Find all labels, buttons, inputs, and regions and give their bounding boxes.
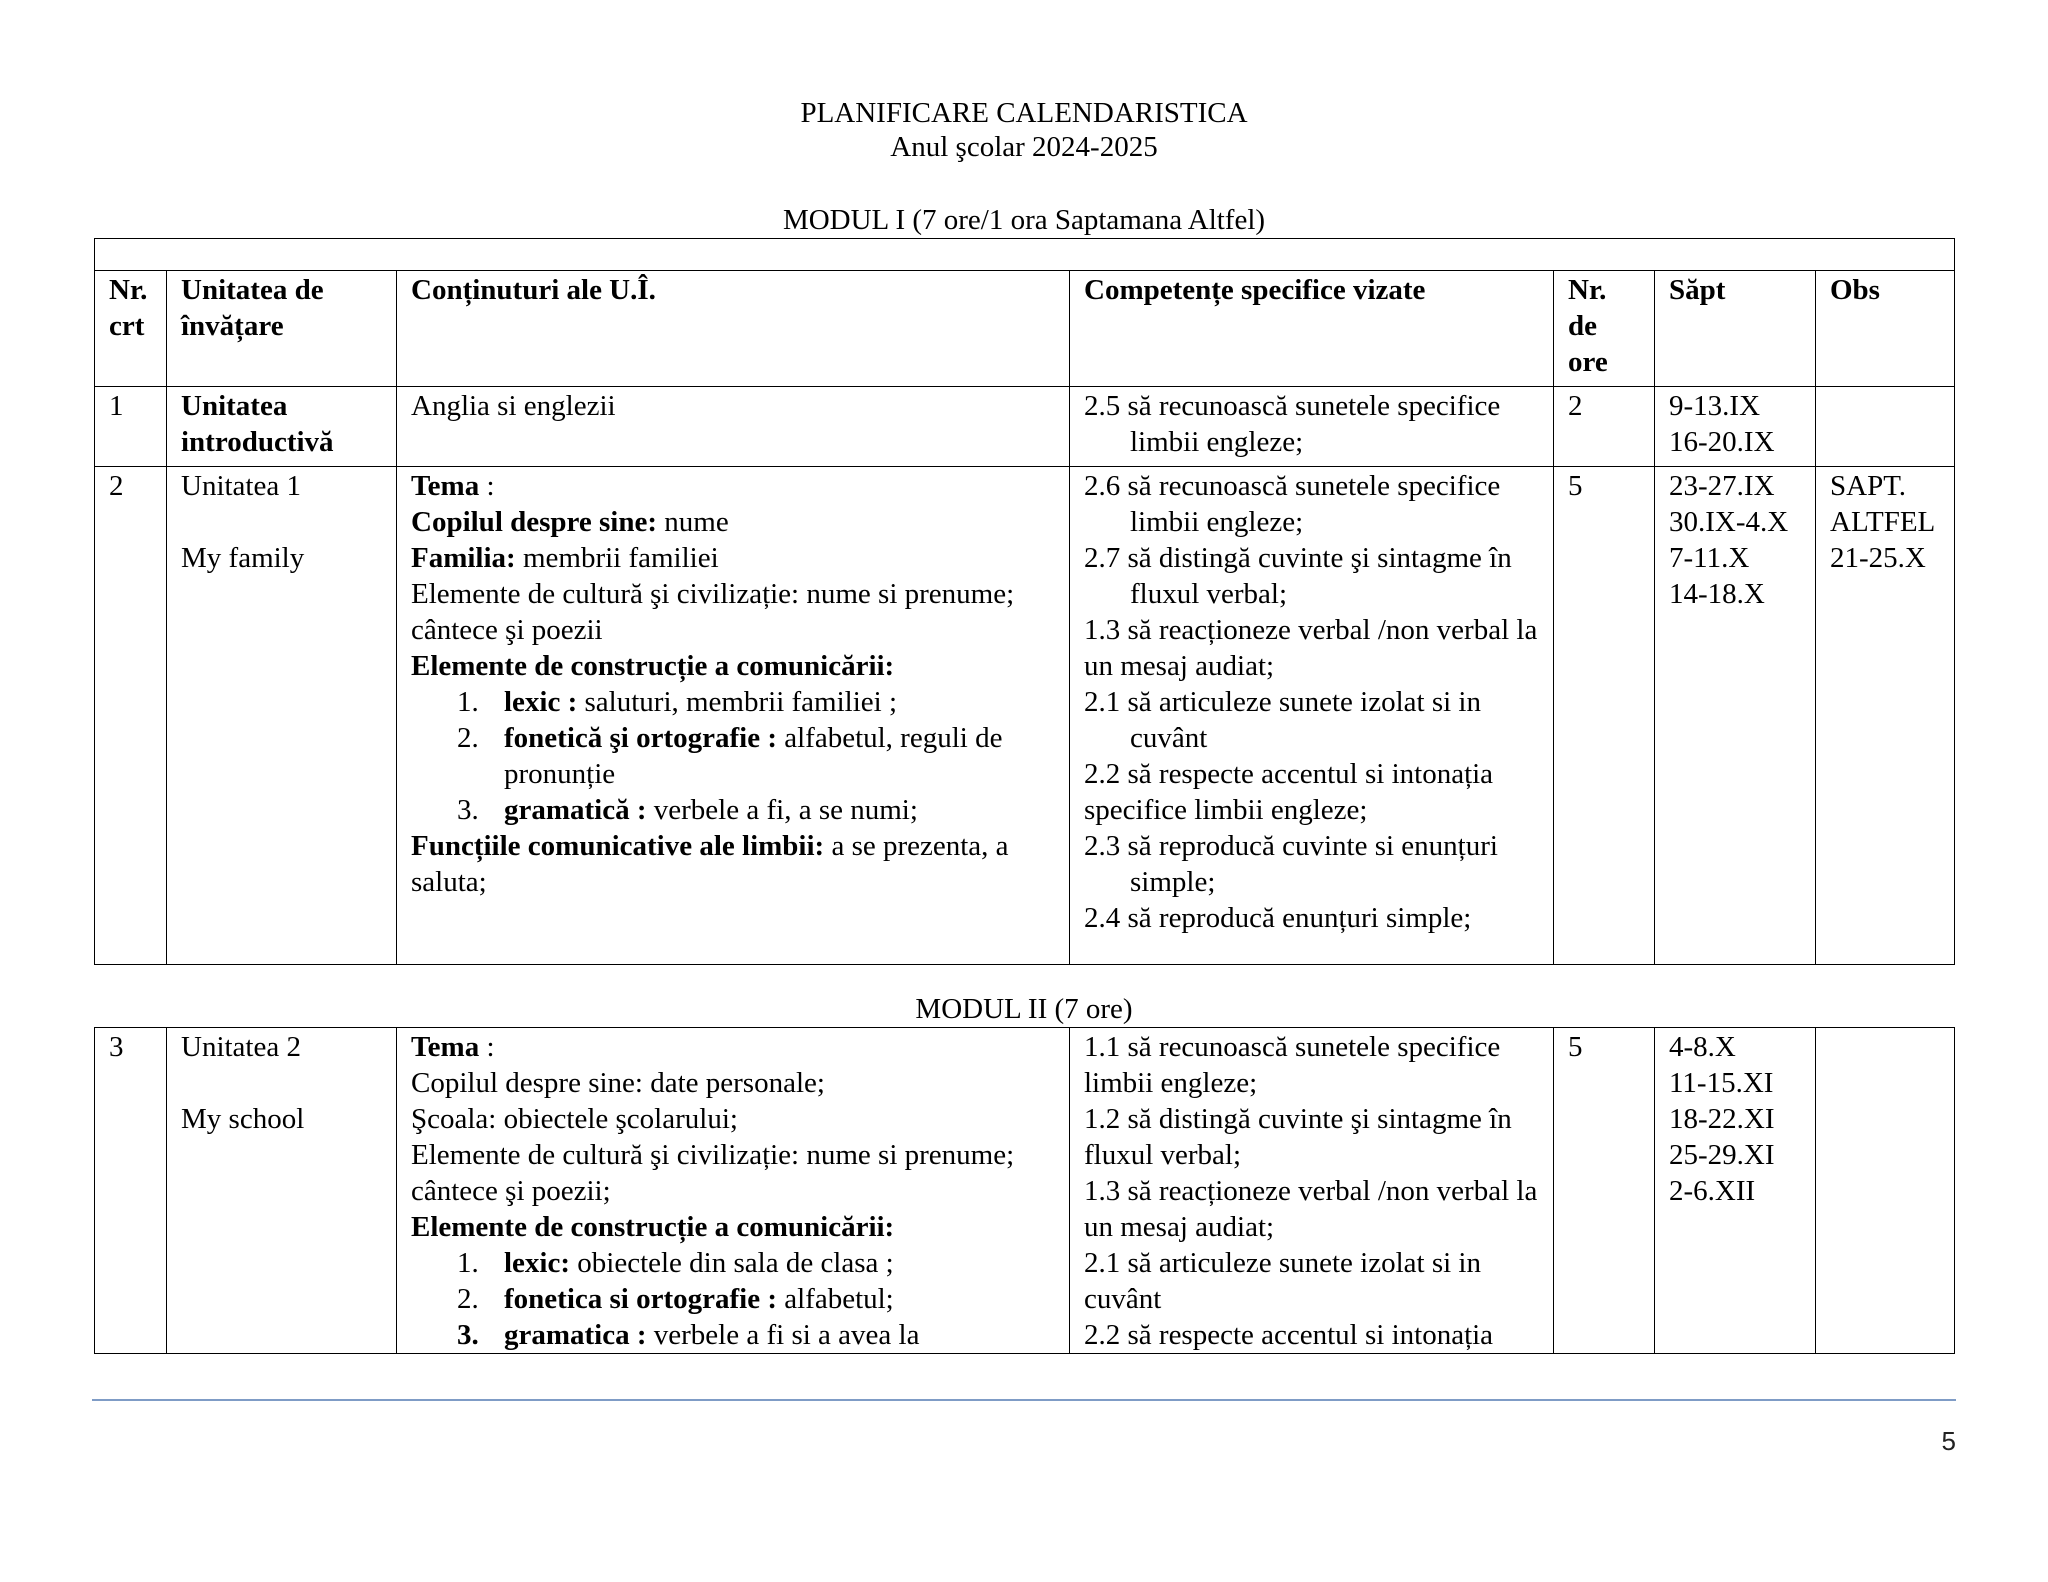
col-header-nr: Nr. crt — [95, 271, 167, 387]
col-header-competences: Competențe specifice vizate — [1070, 271, 1554, 387]
row-nr: 3 — [95, 1028, 167, 1354]
col-header-unit: Unitatea de învățare — [167, 271, 397, 387]
obs-item: ALTFEL — [1830, 506, 1936, 538]
row-content: Anglia si englezii — [397, 387, 1070, 467]
content-tema: Tema : — [411, 470, 495, 502]
unit-topic: My family — [181, 542, 305, 574]
week-item: 2-6.XII — [1669, 1175, 1756, 1207]
week-item: 30.IX-4.X — [1669, 506, 1789, 538]
competence-item: 2.1 să articuleze sunete izolat si in cuvânt — [1084, 1247, 1481, 1315]
row-hours: 5 — [1554, 1028, 1655, 1354]
module-1-title: MODUL I (7 ore/1 ora Saptamana Altfel) — [782, 204, 1266, 236]
content-functions: Funcțiile comunicative ale limbii: a se prezenta, a saluta; — [411, 830, 1009, 898]
competence-item: 2.1 să articuleze sunete izolat si in cuvânt — [1084, 686, 1481, 754]
list-item: 2. fonetică şi ortografie : alfabetul, reguli de pronunție — [457, 722, 1003, 790]
content-list — [411, 684, 1055, 828]
row-obs — [1816, 387, 1955, 467]
row-nr: 2 — [95, 467, 167, 965]
row-content — [397, 467, 1070, 965]
page-title: PLANIFICARE CALENDARISTICA — [800, 97, 1248, 129]
week-item: 14-18.X — [1669, 578, 1765, 610]
row-competences — [1070, 387, 1554, 467]
row-obs — [1816, 467, 1955, 965]
competence-item: 1.1 să recunoască sunetele specifice limbii engleze; — [1084, 1031, 1501, 1099]
week-item: 4-8.X — [1669, 1031, 1736, 1063]
competence-item: 1.3 să reacționeze verbal /non verbal la un mesaj audiat; — [1084, 1175, 1538, 1243]
unit-topic: My school — [181, 1103, 305, 1135]
content-line: Şcoala: obiectele şcolarului; — [411, 1103, 738, 1135]
week-item: 25-29.XI — [1669, 1139, 1775, 1171]
content-line: Copilul despre sine: date personale; — [411, 1067, 825, 1099]
competence-item: 2.3 să reproducă cuvinte si enunțuri simple; — [1084, 830, 1498, 898]
week-item: 7-11.X — [1669, 542, 1750, 574]
list-item: 3. gramatica : verbele a fi si a avea la — [457, 1319, 920, 1351]
content-list — [411, 1245, 1055, 1353]
competence-item: 1.3 să reacționeze verbal /non verbal la un mesaj audiat; — [1084, 614, 1538, 682]
list-item: 2. fonetica si ortografie : alfabetul; — [457, 1283, 894, 1315]
row-unit: Unitatea introductivă — [167, 387, 397, 467]
row-weeks — [1655, 1028, 1816, 1354]
list-item: 1. lexic: obiectele din sala de clasa ; — [457, 1247, 894, 1279]
row-hours: 5 — [1554, 467, 1655, 965]
footer-divider — [92, 1399, 1956, 1401]
row-competences — [1070, 467, 1554, 965]
content-culture: Elemente de cultură şi civilizație: nume si prenume; cântece şi poezii; — [411, 1139, 1015, 1207]
page-number: 5 — [1941, 1426, 1956, 1456]
table-row — [95, 467, 1955, 965]
week-item: 9-13.IX — [1669, 390, 1761, 422]
content-tema: Tema : — [411, 1031, 495, 1063]
unit-name: Unitatea 1 — [181, 470, 301, 502]
row-nr: 1 — [95, 387, 167, 467]
row-competences — [1070, 1028, 1554, 1354]
row-weeks — [1655, 387, 1816, 467]
competence-item: 2.2 să respecte accentul si intonația — [1084, 1319, 1494, 1351]
competence-item: 2.4 să reproducă enunțuri simple; — [1084, 902, 1472, 934]
list-item: 3. gramatică : verbele a fi, a se numi; — [457, 794, 918, 826]
table-row — [95, 1028, 1955, 1354]
row-unit — [167, 467, 397, 965]
col-header-content: Conținuturi ale U.Î. — [397, 271, 1070, 387]
obs-item: 21-25.X — [1830, 542, 1926, 574]
page-title-block — [0, 96, 2048, 164]
row-unit — [167, 1028, 397, 1354]
row-weeks — [1655, 467, 1816, 965]
col-header-weeks: Săpt — [1655, 271, 1816, 387]
page-subtitle: Anul şcolar 2024-2025 — [890, 131, 1158, 163]
table-header-row — [95, 271, 1955, 387]
table-row — [95, 387, 1955, 467]
content-line: Copilul despre sine: nume — [411, 506, 729, 538]
module-2-table — [94, 1027, 1955, 1354]
content-construct: Elemente de construcție a comunicării: — [411, 650, 895, 682]
module-2-title: MODUL II (7 ore) — [915, 993, 1133, 1025]
competence-item: 2.7 să distingă cuvinte şi sintagme în fluxul verbal; — [1084, 542, 1512, 610]
week-item: 16-20.IX — [1669, 426, 1775, 458]
table-spacer-row — [95, 239, 1955, 271]
row-hours: 2 — [1554, 387, 1655, 467]
competence-item: 1.2 să distingă cuvinte şi sintagme în fluxul verbal; — [1084, 1103, 1512, 1171]
content-construct: Elemente de construcție a comunicării: — [411, 1211, 895, 1243]
module-1-table — [94, 238, 1955, 965]
week-item: 23-27.IX — [1669, 470, 1775, 502]
competence-item: 2.5 să recunoască sunetele specifice limbii engleze; — [1084, 390, 1501, 458]
row-content — [397, 1028, 1070, 1354]
list-item: 1. lexic : saluturi, membrii familiei ; — [457, 686, 898, 718]
col-header-hours: Nr. de ore — [1554, 271, 1655, 387]
obs-item: SAPT. — [1830, 470, 1907, 502]
competence-item: 2.6 să recunoască sunetele specifice limbii engleze; — [1084, 470, 1501, 538]
unit-name: Unitatea 2 — [181, 1031, 301, 1063]
competence-item: 2.2 să respecte accentul si intonația specifice limbii engleze; — [1084, 758, 1494, 826]
col-header-obs: Obs — [1816, 271, 1955, 387]
content-culture: Elemente de cultură şi civilizație: nume si prenume; cântece şi poezii — [411, 578, 1015, 646]
row-obs — [1816, 1028, 1955, 1354]
content-line: Familia: membrii familiei — [411, 542, 719, 574]
week-item: 11-15.XI — [1669, 1067, 1774, 1099]
week-item: 18-22.XI — [1669, 1103, 1775, 1135]
